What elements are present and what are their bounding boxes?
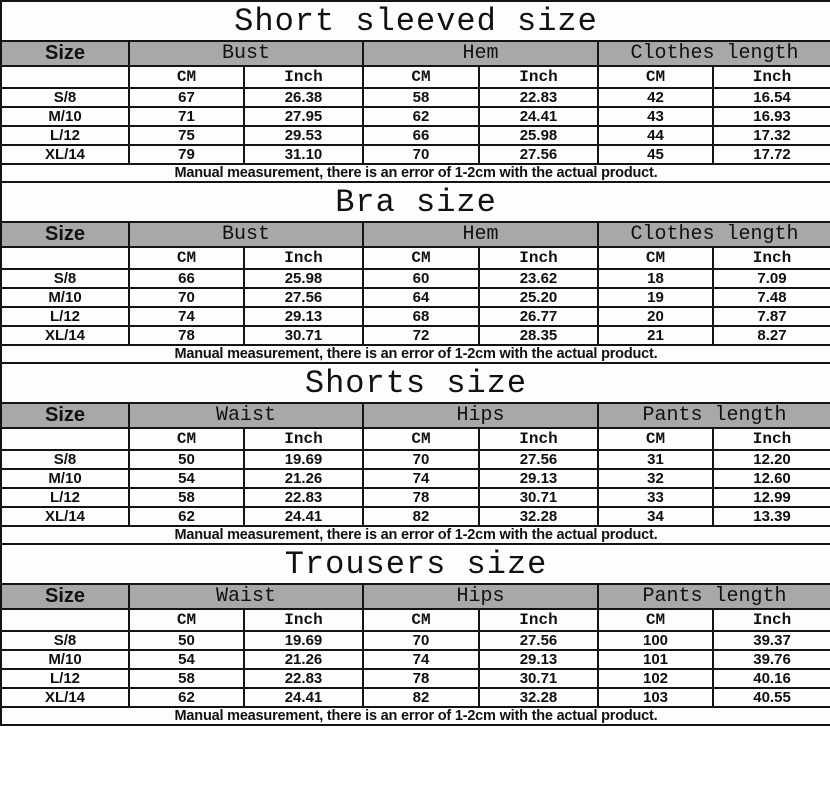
value-cell: 62 xyxy=(129,507,244,526)
column-header-hips: Hips xyxy=(363,403,598,428)
measurement-note: Manual measurement, there is an error of 1-2cm with the actual product. xyxy=(1,526,830,544)
value-cell: 25.20 xyxy=(479,288,598,307)
size-row-s xyxy=(1,450,830,469)
value-cell: 29.13 xyxy=(479,650,598,669)
value-cell: 82 xyxy=(363,688,479,707)
value-cell: 74 xyxy=(363,650,479,669)
note-row xyxy=(1,707,830,725)
size-row-m xyxy=(1,107,830,126)
unit-cm-header: CM xyxy=(129,66,244,88)
value-cell: 54 xyxy=(129,469,244,488)
size-header: Size xyxy=(1,41,129,66)
value-cell: 31 xyxy=(598,450,713,469)
size-row-l xyxy=(1,488,830,507)
value-cell: 30.71 xyxy=(479,669,598,688)
size-table-short-sleeved xyxy=(0,0,830,183)
value-cell: 74 xyxy=(129,307,244,326)
value-cell: 21.26 xyxy=(244,650,363,669)
value-cell: 78 xyxy=(129,326,244,345)
column-header-hem: Hem xyxy=(363,41,598,66)
unit-cm-header: CM xyxy=(598,428,713,450)
value-cell: 58 xyxy=(129,488,244,507)
value-cell: 7.87 xyxy=(713,307,830,326)
value-cell: 19.69 xyxy=(244,631,363,650)
size-label-cell: XL/14 xyxy=(1,688,129,707)
value-cell: 29.53 xyxy=(244,126,363,145)
note-row xyxy=(1,164,830,182)
section-title: Bra size xyxy=(1,182,830,222)
size-header: Size xyxy=(1,403,129,428)
value-cell: 12.60 xyxy=(713,469,830,488)
empty-cell xyxy=(1,247,129,269)
section-title: Shorts size xyxy=(1,363,830,403)
size-header: Size xyxy=(1,584,129,609)
unit-row xyxy=(1,66,830,88)
column-header-waist: Waist xyxy=(129,403,363,428)
value-cell: 70 xyxy=(363,631,479,650)
size-label-cell: L/12 xyxy=(1,669,129,688)
value-cell: 27.56 xyxy=(244,288,363,307)
value-cell: 18 xyxy=(598,269,713,288)
empty-cell xyxy=(1,609,129,631)
value-cell: 70 xyxy=(363,145,479,164)
value-cell: 20 xyxy=(598,307,713,326)
value-cell: 27.56 xyxy=(479,145,598,164)
value-cell: 62 xyxy=(363,107,479,126)
value-cell: 82 xyxy=(363,507,479,526)
value-cell: 16.93 xyxy=(713,107,830,126)
title-row xyxy=(1,1,830,41)
value-cell: 24.41 xyxy=(244,507,363,526)
empty-cell xyxy=(1,66,129,88)
value-cell: 23.62 xyxy=(479,269,598,288)
size-row-s xyxy=(1,269,830,288)
size-label-cell: S/8 xyxy=(1,450,129,469)
size-row-xl xyxy=(1,145,830,164)
size-label-cell: XL/14 xyxy=(1,145,129,164)
value-cell: 102 xyxy=(598,669,713,688)
size-label-cell: S/8 xyxy=(1,631,129,650)
column-header-pants-length: Pants length xyxy=(598,584,830,609)
value-cell: 22.83 xyxy=(244,488,363,507)
value-cell: 19.69 xyxy=(244,450,363,469)
unit-inch-header: Inch xyxy=(479,247,598,269)
value-cell: 70 xyxy=(129,288,244,307)
value-cell: 72 xyxy=(363,326,479,345)
size-row-l xyxy=(1,126,830,145)
size-label-cell: L/12 xyxy=(1,126,129,145)
size-label-cell: L/12 xyxy=(1,488,129,507)
unit-cm-header: CM xyxy=(363,609,479,631)
value-cell: 34 xyxy=(598,507,713,526)
column-header-hem: Hem xyxy=(363,222,598,247)
unit-inch-header: Inch xyxy=(244,609,363,631)
value-cell: 75 xyxy=(129,126,244,145)
value-cell: 40.55 xyxy=(713,688,830,707)
measurement-note: Manual measurement, there is an error of 1-2cm with the actual product. xyxy=(1,707,830,725)
column-header-bust: Bust xyxy=(129,222,363,247)
value-cell: 45 xyxy=(598,145,713,164)
column-header-bust: Bust xyxy=(129,41,363,66)
unit-inch-header: Inch xyxy=(713,428,830,450)
value-cell: 22.83 xyxy=(244,669,363,688)
value-cell: 12.20 xyxy=(713,450,830,469)
title-row xyxy=(1,182,830,222)
unit-cm-header: CM xyxy=(363,247,479,269)
value-cell: 66 xyxy=(129,269,244,288)
value-cell: 60 xyxy=(363,269,479,288)
value-cell: 78 xyxy=(363,488,479,507)
value-cell: 50 xyxy=(129,450,244,469)
value-cell: 101 xyxy=(598,650,713,669)
unit-row xyxy=(1,428,830,450)
value-cell: 66 xyxy=(363,126,479,145)
value-cell: 19 xyxy=(598,288,713,307)
size-row-l xyxy=(1,669,830,688)
value-cell: 24.41 xyxy=(479,107,598,126)
value-cell: 22.83 xyxy=(479,88,598,107)
unit-inch-header: Inch xyxy=(479,66,598,88)
unit-inch-header: Inch xyxy=(244,428,363,450)
value-cell: 70 xyxy=(363,450,479,469)
title-row xyxy=(1,544,830,584)
note-row xyxy=(1,526,830,544)
value-cell: 39.37 xyxy=(713,631,830,650)
unit-inch-header: Inch xyxy=(244,247,363,269)
column-header-clothes-length: Clothes length xyxy=(598,41,830,66)
value-cell: 27.56 xyxy=(479,631,598,650)
unit-cm-header: CM xyxy=(598,609,713,631)
size-header: Size xyxy=(1,222,129,247)
value-cell: 24.41 xyxy=(244,688,363,707)
column-header-waist: Waist xyxy=(129,584,363,609)
value-cell: 21 xyxy=(598,326,713,345)
value-cell: 44 xyxy=(598,126,713,145)
value-cell: 28.35 xyxy=(479,326,598,345)
value-cell: 17.32 xyxy=(713,126,830,145)
value-cell: 32 xyxy=(598,469,713,488)
column-header-clothes-length: Clothes length xyxy=(598,222,830,247)
value-cell: 43 xyxy=(598,107,713,126)
note-row xyxy=(1,345,830,363)
unit-row xyxy=(1,247,830,269)
value-cell: 42 xyxy=(598,88,713,107)
unit-cm-header: CM xyxy=(598,247,713,269)
value-cell: 26.77 xyxy=(479,307,598,326)
unit-inch-header: Inch xyxy=(713,609,830,631)
value-cell: 21.26 xyxy=(244,469,363,488)
value-cell: 27.56 xyxy=(479,450,598,469)
section-title: Trousers size xyxy=(1,544,830,584)
size-row-s xyxy=(1,631,830,650)
value-cell: 100 xyxy=(598,631,713,650)
value-cell: 29.13 xyxy=(244,307,363,326)
value-cell: 32.28 xyxy=(479,688,598,707)
size-row-s xyxy=(1,88,830,107)
empty-cell xyxy=(1,428,129,450)
title-row xyxy=(1,363,830,403)
value-cell: 29.13 xyxy=(479,469,598,488)
unit-inch-header: Inch xyxy=(479,428,598,450)
size-label-cell: L/12 xyxy=(1,307,129,326)
value-cell: 31.10 xyxy=(244,145,363,164)
value-cell: 25.98 xyxy=(479,126,598,145)
unit-cm-header: CM xyxy=(363,428,479,450)
size-label-cell: M/10 xyxy=(1,469,129,488)
value-cell: 7.09 xyxy=(713,269,830,288)
value-cell: 50 xyxy=(129,631,244,650)
unit-cm-header: CM xyxy=(129,247,244,269)
value-cell: 68 xyxy=(363,307,479,326)
value-cell: 64 xyxy=(363,288,479,307)
unit-inch-header: Inch xyxy=(713,247,830,269)
size-label-cell: S/8 xyxy=(1,269,129,288)
size-label-cell: XL/14 xyxy=(1,507,129,526)
measurement-note: Manual measurement, there is an error of 1-2cm with the actual product. xyxy=(1,345,830,363)
section-title: Short sleeved size xyxy=(1,1,830,41)
value-cell: 27.95 xyxy=(244,107,363,126)
size-table-bra xyxy=(0,181,830,364)
value-cell: 58 xyxy=(129,669,244,688)
unit-cm-header: CM xyxy=(129,428,244,450)
value-cell: 71 xyxy=(129,107,244,126)
size-row-xl xyxy=(1,326,830,345)
header-row xyxy=(1,222,830,247)
column-header-pants-length: Pants length xyxy=(598,403,830,428)
unit-inch-header: Inch xyxy=(244,66,363,88)
size-row-m xyxy=(1,650,830,669)
size-label-cell: M/10 xyxy=(1,107,129,126)
header-row xyxy=(1,41,830,66)
value-cell: 58 xyxy=(363,88,479,107)
value-cell: 54 xyxy=(129,650,244,669)
value-cell: 13.39 xyxy=(713,507,830,526)
value-cell: 39.76 xyxy=(713,650,830,669)
value-cell: 79 xyxy=(129,145,244,164)
value-cell: 12.99 xyxy=(713,488,830,507)
size-label-cell: S/8 xyxy=(1,88,129,107)
unit-cm-header: CM xyxy=(598,66,713,88)
column-header-hips: Hips xyxy=(363,584,598,609)
measurement-note: Manual measurement, there is an error of 1-2cm with the actual product. xyxy=(1,164,830,182)
header-row xyxy=(1,584,830,609)
size-row-xl xyxy=(1,507,830,526)
value-cell: 103 xyxy=(598,688,713,707)
value-cell: 25.98 xyxy=(244,269,363,288)
size-row-xl xyxy=(1,688,830,707)
size-table-shorts xyxy=(0,362,830,545)
unit-inch-header: Inch xyxy=(713,66,830,88)
unit-inch-header: Inch xyxy=(479,609,598,631)
size-label-cell: M/10 xyxy=(1,650,129,669)
value-cell: 16.54 xyxy=(713,88,830,107)
size-row-m xyxy=(1,469,830,488)
header-row xyxy=(1,403,830,428)
size-label-cell: M/10 xyxy=(1,288,129,307)
value-cell: 7.48 xyxy=(713,288,830,307)
value-cell: 62 xyxy=(129,688,244,707)
value-cell: 33 xyxy=(598,488,713,507)
size-table-trousers xyxy=(0,543,830,726)
size-row-l xyxy=(1,307,830,326)
value-cell: 32.28 xyxy=(479,507,598,526)
size-row-m xyxy=(1,288,830,307)
value-cell: 8.27 xyxy=(713,326,830,345)
unit-row xyxy=(1,609,830,631)
value-cell: 78 xyxy=(363,669,479,688)
value-cell: 30.71 xyxy=(479,488,598,507)
size-label-cell: XL/14 xyxy=(1,326,129,345)
value-cell: 67 xyxy=(129,88,244,107)
value-cell: 40.16 xyxy=(713,669,830,688)
unit-cm-header: CM xyxy=(363,66,479,88)
value-cell: 17.72 xyxy=(713,145,830,164)
unit-cm-header: CM xyxy=(129,609,244,631)
value-cell: 74 xyxy=(363,469,479,488)
value-cell: 30.71 xyxy=(244,326,363,345)
value-cell: 26.38 xyxy=(244,88,363,107)
